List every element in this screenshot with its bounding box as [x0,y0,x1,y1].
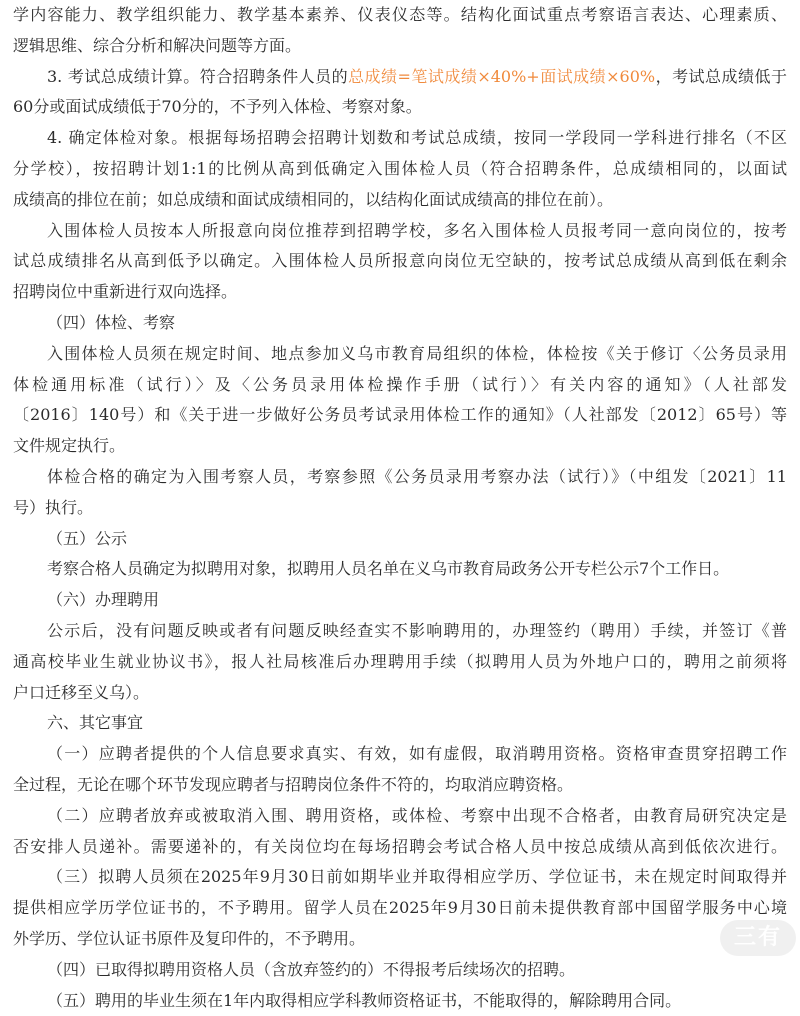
text-line-content: 体检合格的确定为入围考察人员，考察参照《公务员录用考察办法（试行）》（中组发〔2021〕11 [47,467,787,486]
text-line [13,400,787,430]
text-line [47,986,787,1016]
text-line-content: 逻辑思维、综合分析和解决问题等方面。 [13,35,302,55]
text-line [47,462,787,492]
text-line [13,154,787,184]
text-line [47,339,787,369]
text-line-content: 〔2016〕140号）和《关于进一步做好公务员考试录用体检工作的通知》（人社部发〔2012〕65号）等 [13,405,787,425]
text-line-content: 外学历、学位认证书原件及复印件的，不予聘用。 [13,929,366,948]
text-line [47,524,787,554]
text-line-content: 招聘岗位中重新进行双向选择。 [13,282,238,302]
text-line-content: 公示后，没有问题反映或者有问题反映经查实不影响聘用的，办理签约（聘用）手续，并签订《普 [47,621,787,640]
text-line-content: （五）公示 [47,528,128,548]
text-line [13,431,787,461]
text-line-content: 60分或面试成绩低于70分的，不予列入体检、考察对象。 [13,97,422,117]
text-line-content: （二）应聘者放弃或被取消入围、聘用资格，或体检、考察中出现不合格者，由教育局研究决定是 [47,805,787,825]
text-line-content: 试总成绩排名从高到低予以确定。入围体检人员所报意向岗位无空缺的，按考试总成绩从高到低在剩余 [13,251,787,271]
text-line-content: 考察合格人员确定为拟聘用对象，拟聘用人员名单在义乌市教育局政务公开专栏公示7个工作日。 [47,559,730,579]
text-line [47,862,787,892]
text-line [47,801,787,831]
text-line [13,770,787,800]
text-line [13,185,787,215]
text-line-content: 号）执行。 [13,497,94,517]
text-line [47,708,787,738]
text-line [47,554,787,584]
text-line-content: 全过程，无论在哪个环节发现应聘者与招聘岗位条件不符的，均取消应聘资格。 [13,775,574,794]
watermark-logo: 三有 [720,920,796,956]
text-line [13,832,787,862]
text-line [13,92,787,122]
text-line [47,739,787,769]
text-line [47,62,787,92]
text-line [13,246,787,276]
text-line [13,0,787,30]
text-line [13,647,787,677]
text-line [13,924,787,954]
text-line-content: 3. 考试总成绩计算。符合招聘条件人员的 [47,66,349,86]
text-line-content: （五）聘用的毕业生须在1年内取得相应学科教师资格证书，不能取得的，解除聘用合同。 [47,990,682,1010]
text-line-content: （四）体检、考察 [47,313,176,332]
text-line [47,216,787,246]
text-line-content: 提供相应学历学位证书的，不予聘用。留学人员在2025年9月30日前未提供教育部中国留学服务中心境 [13,898,787,918]
text-line [47,585,787,615]
text-line [13,493,787,523]
text-line-content: 体检通用标准（试行）〉及〈公务员录用体检操作手册（试行）〉有关内容的通知》（人社部发 [13,374,787,394]
text-line [13,370,787,400]
text-line [13,277,787,307]
text-line [47,616,787,646]
text-line-content: 学内容能力、教学组织能力、教学基本素养、仪表仪态等。结构化面试重点考察语言表达、心理素质、 [13,5,787,24]
text-line-content: 文件规定执行。 [13,436,126,456]
text-line [47,308,787,338]
text-line-content: 成绩高的排位在前；如总成绩和面试成绩相同的，以结构化面试成绩高的排位在前）。 [13,189,614,209]
text-line-content: 入围体检人员须在规定时间、地点参加义乌市教育局组织的体检，体检按《关于修订〈公务员录用 [47,343,787,363]
text-line-content: （一）应聘者提供的个人信息要求真实、有效，如有虚假，取消聘用资格。资格审查贯穿招聘工作 [47,744,787,764]
text-line-content: 入围体检人员按本人所报意向岗位推荐到招聘学校，多名入围体检人员报考同一意向岗位的，按考 [47,220,787,240]
text-line [47,123,787,153]
highlighted-formula: 总成绩=笔试成绩×40%+面试成绩×60% [348,66,656,86]
text-line [47,955,787,985]
text-line-content: （三）拟聘人员须在2025年9月30日前如期毕业并取得相应学历、学位证书，未在规定时间取得并 [47,867,787,887]
text-line-content: 分学校），按招聘计划1:1的比例从高到低确定入围体检人员（符合招聘条件，总成绩相同的，以面试 [13,159,787,178]
text-line-content: 六、其它事宜 [47,713,144,733]
text-line-content: 否安排人员递补。需要递补的，有关岗位均在每场招聘会考试合格人员中按总成绩从高到低依次进行。 [13,836,787,856]
text-line-content: 通高校毕业生就业协议书》，报人社局核准后办理聘用手续（拟聘用人员为外地户口的，聘用之前须将 [13,651,787,671]
text-line [13,31,787,61]
text-line-content: 4. 确定体检对象。根据每场招聘会招聘计划数和考试总成绩，按同一学段同一学科进行排名（不区 [47,128,787,148]
text-line-content: 户口迁移至义乌）。 [13,682,150,702]
text-line-content: ，考试总成绩低于 [655,66,787,86]
text-line-content: （四）已取得拟聘用资格人员（含放弃签约的）不得报考后续场次的招聘。 [47,959,576,979]
text-line-content: （六）办理聘用 [47,590,160,610]
text-line [13,678,787,708]
text-line [13,893,787,923]
